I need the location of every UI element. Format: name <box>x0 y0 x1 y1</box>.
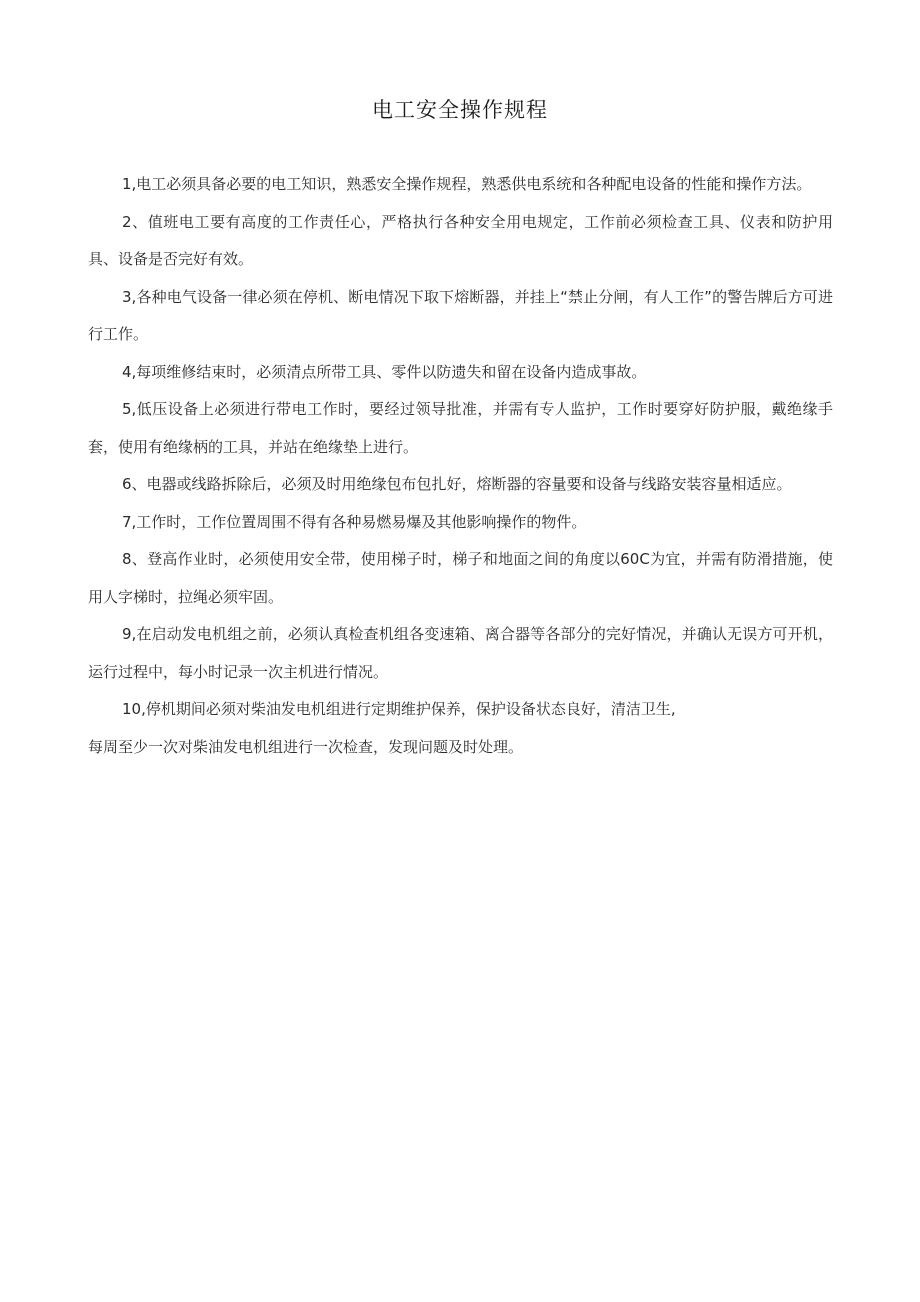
rule-7: 7,工作时，工作位置周围不得有各种易燃易爆及其他影响操作的物件。 <box>122 512 587 531</box>
rule-9: 9,在启动发电机组之前，必须认真检查机组各变速箱、离合器等各部分的完好情况，并确认无误方可开机，运行过程中，每小时记录一次主机进行情况。 <box>88 625 833 681</box>
rule-5: 5,低压设备上必须进行带电工作时，要经过领导批准，并需有专人监护，工作时要穿好防护服，戴绝缘手套，使用有绝缘柄的工具，并站在绝缘垫上进行。 <box>88 400 833 456</box>
document-body <box>88 166 833 766</box>
rule-6: 6、电器或线路拆除后，必须及时用绝缘包布包扎好，熔断器的容量要和设备与线路安装容量相适应。 <box>122 475 792 493</box>
rule-1: 1,电工必须具备必要的电工知识，熟悉安全操作规程，熟悉供电系统和各种配电设备的性能和操作方法。 <box>122 175 812 193</box>
rule-8: 8、登高作业时，必须使用安全带，使用梯子时，梯子和地面之间的角度以60C为宜，并需有防滑措施，使用人字梯时，拉绳必须牢固。 <box>88 550 833 606</box>
rule-4: 4,每项维修结束时，必须清点所带工具、零件以防遗失和留在设备内造成事故。 <box>122 362 647 381</box>
document-title: 电工安全操作规程 <box>372 98 548 122</box>
rule-3: 3,各种电气设备一律必须在停机、断电情况下取下熔断器，并挂上“禁止分闸，有人工作”的警告牌后方可进行工作。 <box>88 287 833 343</box>
rule-10: 10,停机期间必须对柴油发电机组进行定期维护保养，保护设备状态良好，清洁卫生, <box>122 700 676 718</box>
rule-2: 2、值班电工要有高度的工作责任心，严格执行各种安全用电规定，工作前必须检查工具、仪表和防护用具、设备是否完好有效。 <box>88 212 833 268</box>
rule-10-continuation: 每周至少一次对柴油发电机组进行一次检查，发现问题及时处理。 <box>88 737 524 756</box>
